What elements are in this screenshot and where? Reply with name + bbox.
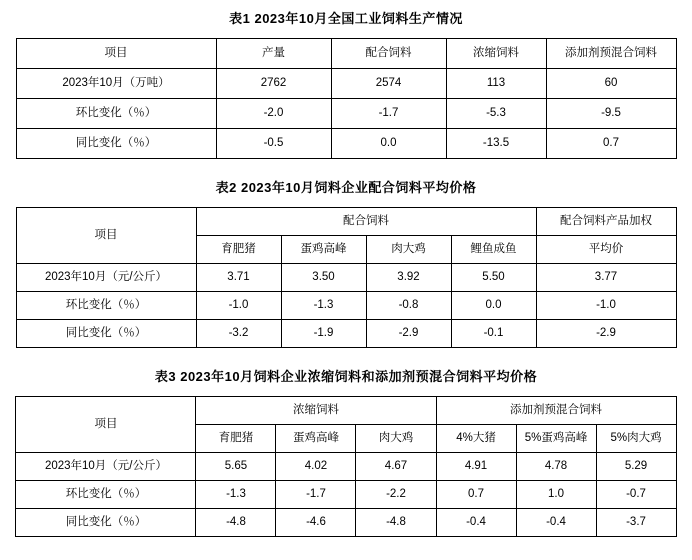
table2-row1-col1: -1.3 (281, 292, 366, 320)
table2-row2-col2: -2.9 (366, 320, 451, 348)
table2-group-weighted-sub: 平均价 (536, 236, 676, 264)
table2-row1-col2: -0.8 (366, 292, 451, 320)
table2-row2-col0: -3.2 (196, 320, 281, 348)
table2-group-weighted: 配合饲料产品加权 (536, 208, 676, 236)
table3-header-item: 项目 (16, 397, 196, 453)
table1-row2-col1: 0.0 (331, 129, 446, 159)
table1-row0-col1: 2574 (331, 69, 446, 99)
table3-sub-4: 5%蛋鸡高峰 (516, 425, 596, 453)
table3-row2-col1: -4.6 (276, 509, 356, 537)
table1-row1-col1: -1.7 (331, 99, 446, 129)
table3-row2-col5: -3.7 (596, 509, 676, 537)
table3-group-concentrate: 浓缩饲料 (196, 397, 436, 425)
table3-row2-col4: -0.4 (516, 509, 596, 537)
table2-sub-1: 蛋鸡高峰 (281, 236, 366, 264)
table2-header-item: 项目 (16, 208, 196, 264)
table2-sub-2: 肉大鸡 (366, 236, 451, 264)
table3-row1-col2: -2.2 (356, 481, 436, 509)
table-header-row (16, 397, 676, 425)
table-row (16, 481, 676, 509)
table2-row2-col3: -0.1 (451, 320, 536, 348)
table2-row0-col0: 3.71 (196, 264, 281, 292)
table1-header-3: 浓缩饲料 (446, 39, 546, 69)
table1-row0-label: 2023年10月（万吨） (16, 69, 216, 99)
table3-row1-label: 环比变化（％） (16, 481, 196, 509)
table1-title: 表1 2023年10月全国工业饲料生产情况 (229, 11, 463, 26)
table2-row1-col0: -1.0 (196, 292, 281, 320)
table-header-row (16, 208, 676, 236)
table3-sub-0: 育肥猪 (196, 425, 276, 453)
table2-title: 表2 2023年10月饲料企业配合饲料平均价格 (215, 180, 477, 195)
table3-row1-col5: -0.7 (596, 481, 676, 509)
table3-row1-col0: -1.3 (196, 481, 276, 509)
table3-row0-col2: 4.67 (356, 453, 436, 481)
table3-row0-col3: 4.91 (436, 453, 516, 481)
table-row (16, 453, 676, 481)
table2-row2-label: 同比变化（％） (16, 320, 196, 348)
table-row (16, 264, 676, 292)
table-row (16, 129, 676, 159)
table1-row2-label: 同比变化（％） (16, 129, 216, 159)
table3-row2-col0: -4.8 (196, 509, 276, 537)
table-row (16, 509, 676, 537)
table2-row0-label: 2023年10月（元/公斤） (16, 264, 196, 292)
table3-row2-col3: -0.4 (436, 509, 516, 537)
table3-row0-label: 2023年10月（元/公斤） (16, 453, 196, 481)
table1-row1-col0: -2.0 (216, 99, 331, 129)
table3-sub-1: 蛋鸡高峰 (276, 425, 356, 453)
table3-row0-col1: 4.02 (276, 453, 356, 481)
table2-group-compound: 配合饲料 (196, 208, 536, 236)
table-header-row (16, 39, 676, 69)
table1-header-2: 配合饲料 (331, 39, 446, 69)
table2-row0-col1: 3.50 (281, 264, 366, 292)
table2-row1-col3: 0.0 (451, 292, 536, 320)
table1-row2-col3: 0.7 (546, 129, 676, 159)
table2-row1-col4: -1.0 (536, 292, 676, 320)
table2-row0-col3: 5.50 (451, 264, 536, 292)
table2-row1-label: 环比变化（％） (16, 292, 196, 320)
table1-header-0: 项目 (16, 39, 216, 69)
table3-title: 表3 2023年10月饲料企业浓缩饲料和添加剂预混合饲料平均价格 (154, 369, 538, 384)
table3-sub-2: 肉大鸡 (356, 425, 436, 453)
table3-sub-3: 4%大猪 (436, 425, 516, 453)
table2-sub-0: 育肥猪 (196, 236, 281, 264)
table2-sub-3: 鲤鱼成鱼 (451, 236, 536, 264)
table1-row1-col2: -5.3 (446, 99, 546, 129)
table3-row0-col0: 5.65 (196, 453, 276, 481)
table3-row1-col1: -1.7 (276, 481, 356, 509)
table2-row0-col4: 3.77 (536, 264, 676, 292)
table1-row1-label: 环比变化（％） (16, 99, 216, 129)
table1-row1-col3: -9.5 (546, 99, 676, 129)
table3-row2-label: 同比变化（％） (16, 509, 196, 537)
table3-row0-col5: 5.29 (596, 453, 676, 481)
table1-row0-col2: 113 (446, 69, 546, 99)
table-row (16, 99, 676, 129)
table2-row0-col2: 3.92 (366, 264, 451, 292)
table1-header-1: 产量 (216, 39, 331, 69)
table3-row2-col2: -4.8 (356, 509, 436, 537)
table-row (16, 320, 676, 348)
document-page (0, 8, 692, 560)
table-concentrate-premix-price (15, 396, 676, 537)
table3-row0-col4: 4.78 (516, 453, 596, 481)
table1-header-4: 添加剂预混合饲料 (546, 39, 676, 69)
table-compound-feed-price (16, 207, 677, 348)
table1-row2-col2: -13.5 (446, 129, 546, 159)
table3-row1-col3: 0.7 (436, 481, 516, 509)
table2-row2-col1: -1.9 (281, 320, 366, 348)
table1-row0-col0: 2762 (216, 69, 331, 99)
table-row (16, 292, 676, 320)
table3-row1-col4: 1.0 (516, 481, 596, 509)
table1-row2-col0: -0.5 (216, 129, 331, 159)
table3-group-premix: 添加剂预混合饲料 (436, 397, 676, 425)
table2-row2-col4: -2.9 (536, 320, 676, 348)
table-feed-production (16, 38, 677, 159)
table1-row0-col3: 60 (546, 69, 676, 99)
table3-sub-5: 5%肉大鸡 (596, 425, 676, 453)
table-row (16, 69, 676, 99)
